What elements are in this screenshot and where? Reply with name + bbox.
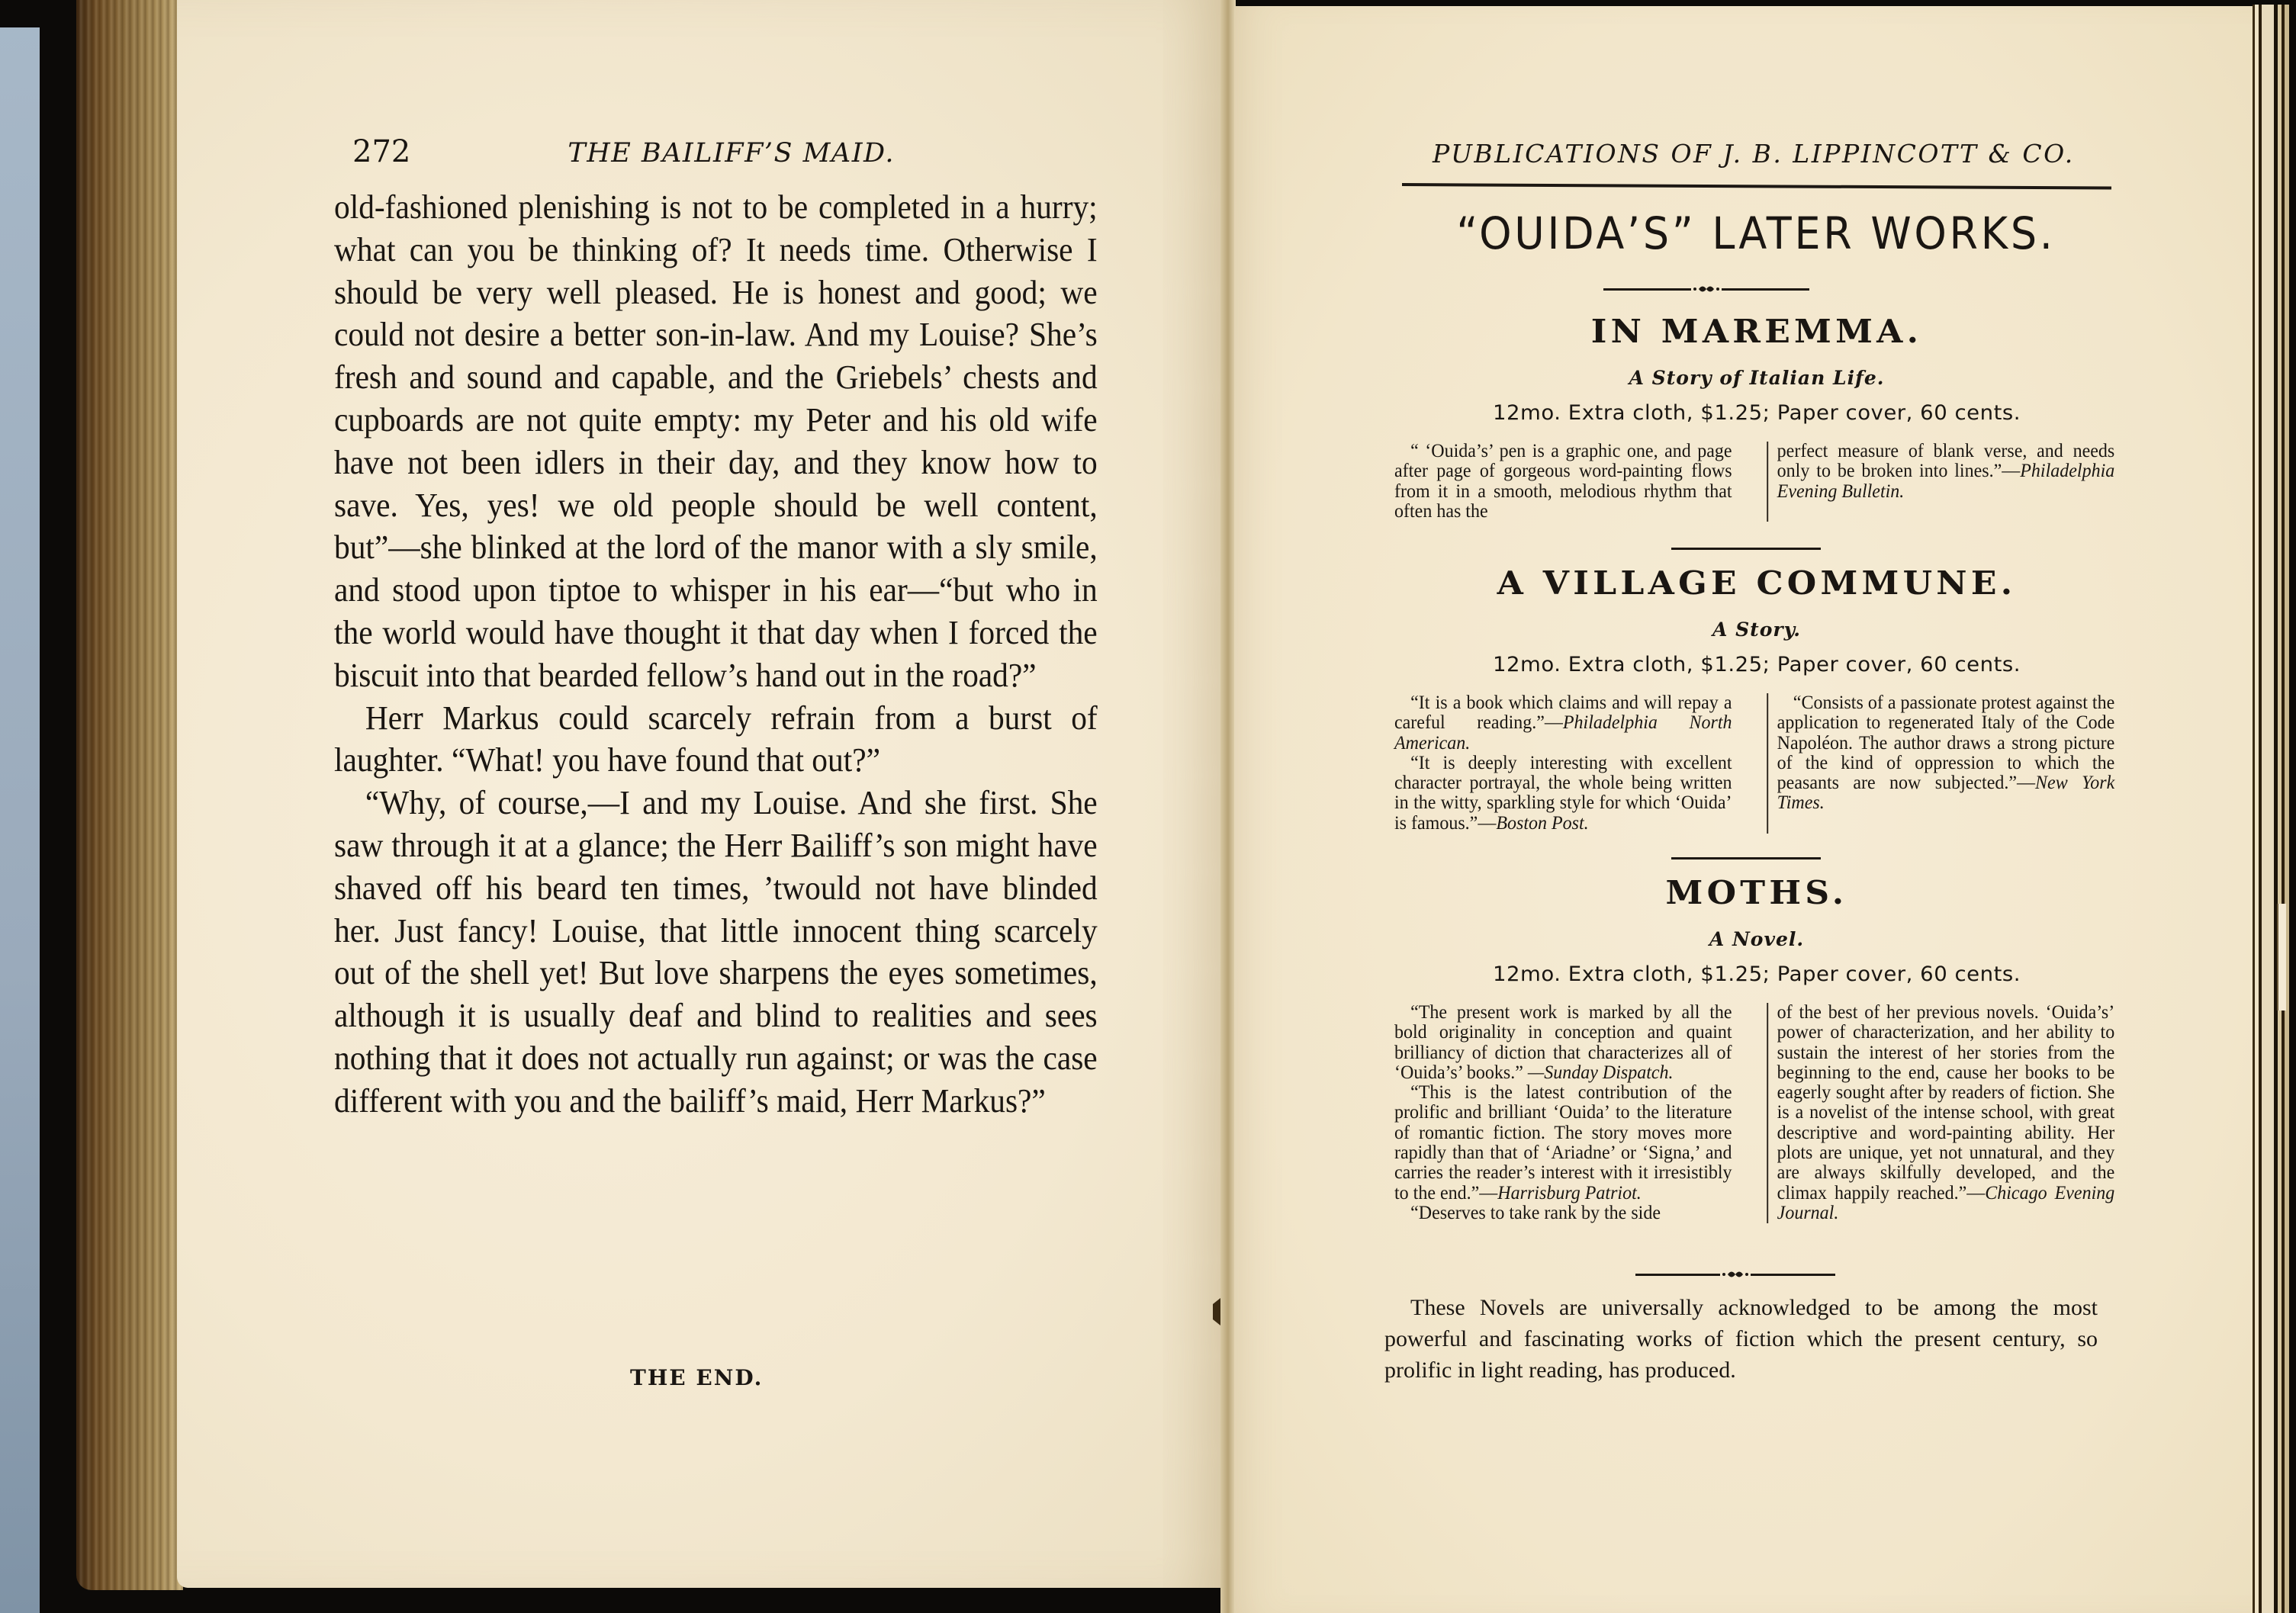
binding-thread-icon bbox=[1211, 1297, 1222, 1327]
review-source: Philadelphia Evening Bulletin. bbox=[1777, 461, 2115, 502]
paragraph: “Why, of course,—I and my Louise. And she first. She saw through it at a glance; the Herr Bailiff’s son might have shaved off his beard ten times, ’twould not have blinded her. Just fancy! Louise, that little innocent thing scarcely out of the shell yet! But love sharpens the eyes sometimes, although it is usually deaf and blind to realities and sees nothing that it does not actually run against; or was the case different with you and the bailiff’s maid, Herr Markus?” bbox=[334, 783, 1098, 1120]
book-subtitle: A Story of Italian Life. bbox=[1629, 367, 1885, 389]
book-price: 12mo. Extra cloth, $1.25; Paper cover, 60 cents. bbox=[1492, 401, 2021, 425]
book-price: 12mo. Extra cloth, $1.25; Paper cover, 60 cents. bbox=[1492, 962, 2021, 986]
book-section-a-village-commune bbox=[1394, 564, 2119, 834]
review-text: “It is a book which claims and will repay a careful reading.”— bbox=[1394, 692, 1732, 734]
review-quote bbox=[1777, 442, 2115, 502]
paragraph: Herr Markus could scarcely refrain from a burst of laughter. “What! you have found that out?” bbox=[334, 698, 1098, 779]
ornament-line bbox=[1603, 288, 1691, 291]
left-running-head bbox=[352, 134, 902, 169]
book-title: MOTHS. bbox=[1665, 874, 1848, 911]
reviews-left-column bbox=[1394, 693, 1738, 834]
book-price: 12mo. Extra cloth, $1.25; Paper cover, 60 cents. bbox=[1492, 653, 2021, 676]
the-end-label: THE END. bbox=[630, 1365, 764, 1390]
review-source: Harrisburg Patriot. bbox=[1497, 1182, 1642, 1203]
main-title: “OUIDA’S” LATER WORKS. bbox=[1456, 207, 2056, 259]
review-quote bbox=[1394, 1003, 1732, 1083]
ornament-divider bbox=[1635, 1267, 1835, 1282]
book-subtitle: A Novel. bbox=[1709, 928, 1805, 950]
review-quote bbox=[1394, 753, 1732, 834]
book-subtitle: A Story. bbox=[1712, 619, 1801, 641]
review-source: New York Times. bbox=[1777, 773, 2115, 814]
reviews-right-column bbox=[1767, 1003, 2119, 1223]
book-title: A VILLAGE COMMUNE. bbox=[1497, 564, 2017, 602]
left-body-text bbox=[334, 186, 1098, 1123]
review-quote bbox=[1394, 1203, 1732, 1223]
reviews-left-column bbox=[1394, 442, 1738, 522]
review-source: —Sunday Dispatch. bbox=[1527, 1062, 1674, 1083]
review-text: perfect measure of blank verse, and needs only to be broken into lines.”— bbox=[1777, 441, 2115, 482]
right-page-fore-edge bbox=[2253, 5, 2296, 1613]
paragraph: old-fashioned plenishing is not to be completed in a hurry; what can you be thinking of? It needs time. Otherwise I should be very well pleased. He is honest and good; we could not desire a better son-in-law. And my Louise? She’s fresh and sound and capable, and the Griebels’ chests and cupboards are not quite empty: my Peter and his old wife have not been idlers in their day, and they know how to save. Yes, yes! we old people should be well content, but”—she blinked at the lord of the manor with a sly smile, and stood upon tiptoe to whisper in his ear—“but who in the world would have thought it that day when I forced the biscuit into that bearded fellow’s hand out in the road?” bbox=[334, 188, 1098, 694]
scanner-backdrop bbox=[0, 0, 40, 1613]
review-text: “Consists of a passionate protest against the application to regenerated Italy of the Code Napoléon. The author draws a strong picture of the kind of oppression to which the peasants are now subjected.”— bbox=[1777, 692, 2115, 794]
review-text: of the best of her previous novels. ‘Ouida’s’ power of characterization, and her ability to sustain the interest of her stories from the beginning to the end, cause her books to be eagerly sought after by readers of fiction. She is a novelist of the intense school, with great descriptive and word-painting ability. Her plots are unique, yet not unnatural, and they are always skilfully developed, and the climax happily reached.”— bbox=[1777, 1002, 2115, 1203]
left-running-title: THE BAILIFF’S MAID. bbox=[568, 138, 895, 169]
ornament-line bbox=[1751, 1274, 1835, 1276]
book-section-in-maremma bbox=[1394, 313, 2119, 522]
reviews bbox=[1394, 1003, 2119, 1223]
review-quote bbox=[1394, 693, 1732, 753]
right-running-head: PUBLICATIONS OF J. B. LIPPINCOTT & CO. bbox=[1433, 139, 2075, 169]
review-text: “This is the latest contribution of the prolific and brilliant ‘Ouida’ to the literature of romantic fiction. The story moves more rapidly than that of ‘Ariadne’ or ‘Signa,’ and carries the reader’s interest with it irresistibly to the end.”— bbox=[1394, 1082, 1732, 1203]
review-text: “It is deeply interesting with excellent character portrayal, the whole being written in the witty, sparkling style for which ‘Ouida’ is famous.”— bbox=[1394, 752, 1732, 834]
closing-text: These Novels are universally acknowledged to be among the most powerful and fascinating works of fiction which the present century, so prolific in light reading, has produced. bbox=[1384, 1295, 2098, 1383]
review-quote bbox=[1777, 1003, 2115, 1223]
book-title: IN MAREMMA. bbox=[1590, 313, 1923, 350]
review-text: “Deserves to take rank by the side bbox=[1410, 1202, 1661, 1223]
book-section-moths bbox=[1394, 874, 2119, 1223]
review-source: Philadelphia North American. bbox=[1394, 712, 1732, 753]
book-gutter bbox=[1220, 0, 1236, 1613]
section-rule bbox=[1671, 548, 1821, 550]
ornament-line bbox=[1635, 1274, 1720, 1276]
reviews bbox=[1394, 693, 2119, 834]
reviews-right-column bbox=[1767, 442, 2119, 522]
ornament-divider bbox=[1603, 281, 1809, 297]
reviews-left-column bbox=[1394, 1003, 1738, 1223]
review-source: Chicago Evening Journal. bbox=[1777, 1182, 2115, 1223]
closing-paragraph bbox=[1384, 1292, 2098, 1386]
review-text: “The present work is marked by all the bold originality in conception and quaint brilliancy of diction that characterizes all of ‘Ouida’s’ books.” bbox=[1394, 1002, 1732, 1083]
section-rule bbox=[1671, 857, 1821, 860]
review-text: “ ‘Ouida’s’ pen is a graphic one, and page after page of gorgeous word-painting flows from it in a smooth, melodious rhythm that often has the bbox=[1394, 441, 1732, 522]
ornament-flourish-icon bbox=[1691, 281, 1722, 297]
review-quote bbox=[1777, 693, 2115, 814]
reviews-right-column bbox=[1767, 693, 2119, 834]
left-page-fore-edge bbox=[76, 0, 183, 1590]
reviews bbox=[1394, 442, 2119, 522]
ornament-flourish-icon bbox=[1720, 1267, 1751, 1282]
page-tab-marker bbox=[2277, 904, 2286, 1011]
ornament-line bbox=[1722, 288, 1809, 291]
page-number: 272 bbox=[352, 134, 411, 169]
review-source: Boston Post. bbox=[1496, 812, 1589, 834]
review-quote bbox=[1394, 442, 1732, 522]
review-quote bbox=[1394, 1083, 1732, 1203]
